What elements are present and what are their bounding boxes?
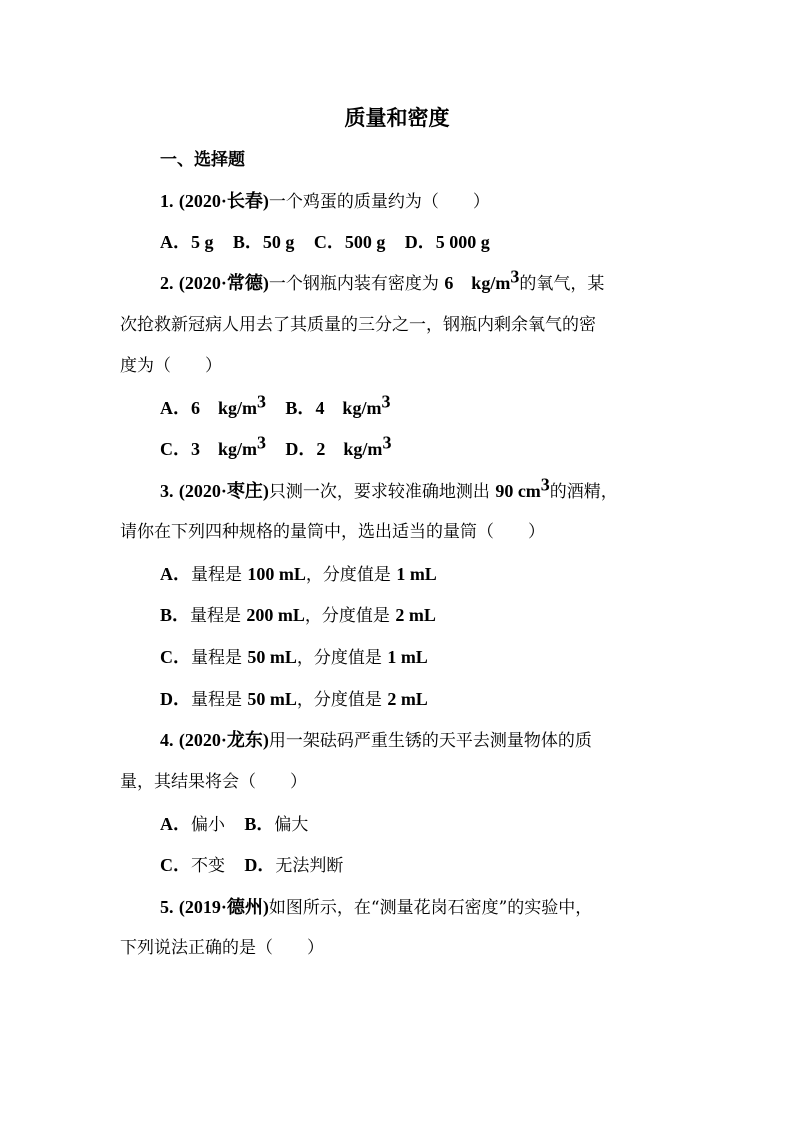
q3-option-b-range: 200 mL	[246, 605, 305, 625]
q3-option-a-division: 1 mL	[396, 564, 437, 584]
q3-option-d-label: D．	[160, 689, 191, 709]
q3-source: (2020·枣庄)	[178, 481, 269, 501]
q1-option-c-label: C．	[313, 232, 345, 252]
q2-density-value: 6 kg/m	[444, 273, 511, 293]
q2-option-a: 6 kg/m	[191, 398, 258, 418]
q1-number: 1.	[160, 191, 174, 211]
q2-option-c-label: C．	[160, 439, 191, 459]
q3-option-d-range: 50 mL	[247, 689, 297, 709]
q2-line-2: 次抢救新冠病人用去了其质量的三分之一，钢瓶内剩余氧气的密	[120, 315, 596, 335]
q3-option-b-division: 2 mL	[395, 605, 436, 625]
q1-source: (2020·长春)	[178, 191, 269, 211]
q3-line-2: 请你在下列四种规格的量筒中，选出适当的量筒（ ）	[120, 522, 545, 542]
q3-volume-exp: 3	[540, 474, 550, 495]
q4-source: (2020·龙东)	[178, 730, 269, 750]
q4-option-a-label: A．	[160, 814, 191, 834]
q2-option-c: 3 kg/m	[191, 439, 258, 459]
q3-option-d-text1: 量程是	[191, 690, 242, 710]
q4-line-2: 量，其结果将会（ ）	[120, 772, 307, 792]
q2-number: 2.	[160, 273, 174, 293]
q3-option-c-text1: 量程是	[191, 648, 242, 668]
q4-number: 4.	[160, 730, 174, 750]
q3-option-d-division: 2 mL	[387, 689, 428, 709]
q2-options-row-2	[160, 432, 392, 464]
q2-option-d-label: D．	[285, 439, 317, 459]
q3-option-d-text2: ，分度值是	[296, 690, 382, 710]
q2-option-b-label: B．	[285, 398, 316, 418]
q3-option-a-label: A．	[160, 564, 191, 584]
q3-option-c-division: 1 mL	[387, 647, 428, 667]
q2-option-b: 4 kg/m	[315, 398, 382, 418]
q4-option-a: 偏小	[191, 815, 225, 835]
q2-option-a-exp: 3	[257, 391, 267, 412]
q2-option-a-label: A．	[160, 398, 191, 418]
q3-option-b-text2: ，分度值是	[304, 606, 390, 626]
q1-option-a: 5 g	[191, 232, 214, 252]
q3-option-b	[160, 601, 436, 630]
q3-option-a-text2: ，分度值是	[305, 565, 391, 585]
q4-options-row-1	[160, 810, 308, 839]
q4-option-c-label: C．	[160, 855, 191, 875]
q3-stem-part2: 的酒精，	[549, 482, 618, 502]
q3-option-c-text2: ，分度值是	[296, 648, 382, 668]
q4-option-d: 无法判断	[275, 856, 344, 876]
q1-stem: 一个鸡蛋的质量约为（ ）	[268, 192, 490, 212]
q5-stem: 如图所示，在“测量花岗石密度”的实验中，	[268, 898, 593, 918]
q2-options-row-1	[160, 391, 391, 423]
q2-stem-part1: 一个钢瓶内装有密度为	[268, 274, 439, 294]
question-2	[160, 266, 605, 298]
q1-option-d-label: D．	[404, 232, 436, 252]
q4-option-d-label: D．	[244, 855, 276, 875]
q3-stem-part1: 只测一次，要求较准确地测出	[268, 482, 490, 502]
q2-option-c-exp: 3	[257, 432, 267, 453]
q2-density-exp: 3	[510, 266, 520, 287]
q5-line-2: 下列说法正确的是（ ）	[120, 938, 324, 958]
q1-options	[160, 228, 490, 257]
q3-option-c-range: 50 mL	[247, 647, 297, 667]
q1-option-a-label: A．	[160, 232, 191, 252]
q4-option-b: 偏大	[274, 815, 309, 835]
q1-option-b: 50 g	[262, 232, 295, 252]
q3-option-a	[160, 560, 437, 589]
question-5	[160, 893, 592, 922]
question-4	[160, 726, 592, 755]
q2-source: (2020·常德)	[178, 273, 269, 293]
q3-option-c	[160, 643, 428, 672]
q2-option-d-exp: 3	[382, 432, 392, 453]
q2-option-d: 2 kg/m	[316, 439, 383, 459]
q5-number: 5.	[160, 897, 174, 917]
q1-option-d: 5 000 g	[435, 232, 490, 252]
q3-option-b-label: B．	[160, 605, 191, 625]
q3-option-c-label: C．	[160, 647, 191, 667]
q2-line-3: 度为（ ）	[120, 356, 222, 376]
q3-option-b-text1: 量程是	[190, 606, 242, 626]
q1-option-b-label: B．	[232, 232, 263, 252]
q3-number: 3.	[160, 481, 174, 501]
q4-options-row-2	[160, 851, 343, 880]
question-1	[160, 187, 490, 216]
q4-option-c: 不变	[191, 856, 225, 876]
q2-option-b-exp: 3	[381, 391, 391, 412]
q1-option-c: 500 g	[344, 232, 386, 252]
q2-stem-part2: 的氧气，某	[519, 274, 605, 294]
q4-option-b-label: B．	[244, 814, 275, 834]
q3-option-a-text1: 量程是	[191, 565, 242, 585]
question-3	[160, 474, 618, 506]
q4-stem: 用一架砝码严重生锈的天平去测量物体的质	[268, 731, 592, 751]
page-title: 质量和密度	[344, 105, 450, 130]
section-heading: 一、选择题	[160, 150, 245, 170]
q3-option-a-range: 100 mL	[247, 564, 306, 584]
q5-source: (2019·德州)	[178, 897, 269, 917]
q3-volume-value: 90 cm	[495, 481, 541, 501]
q3-option-d	[160, 685, 428, 714]
